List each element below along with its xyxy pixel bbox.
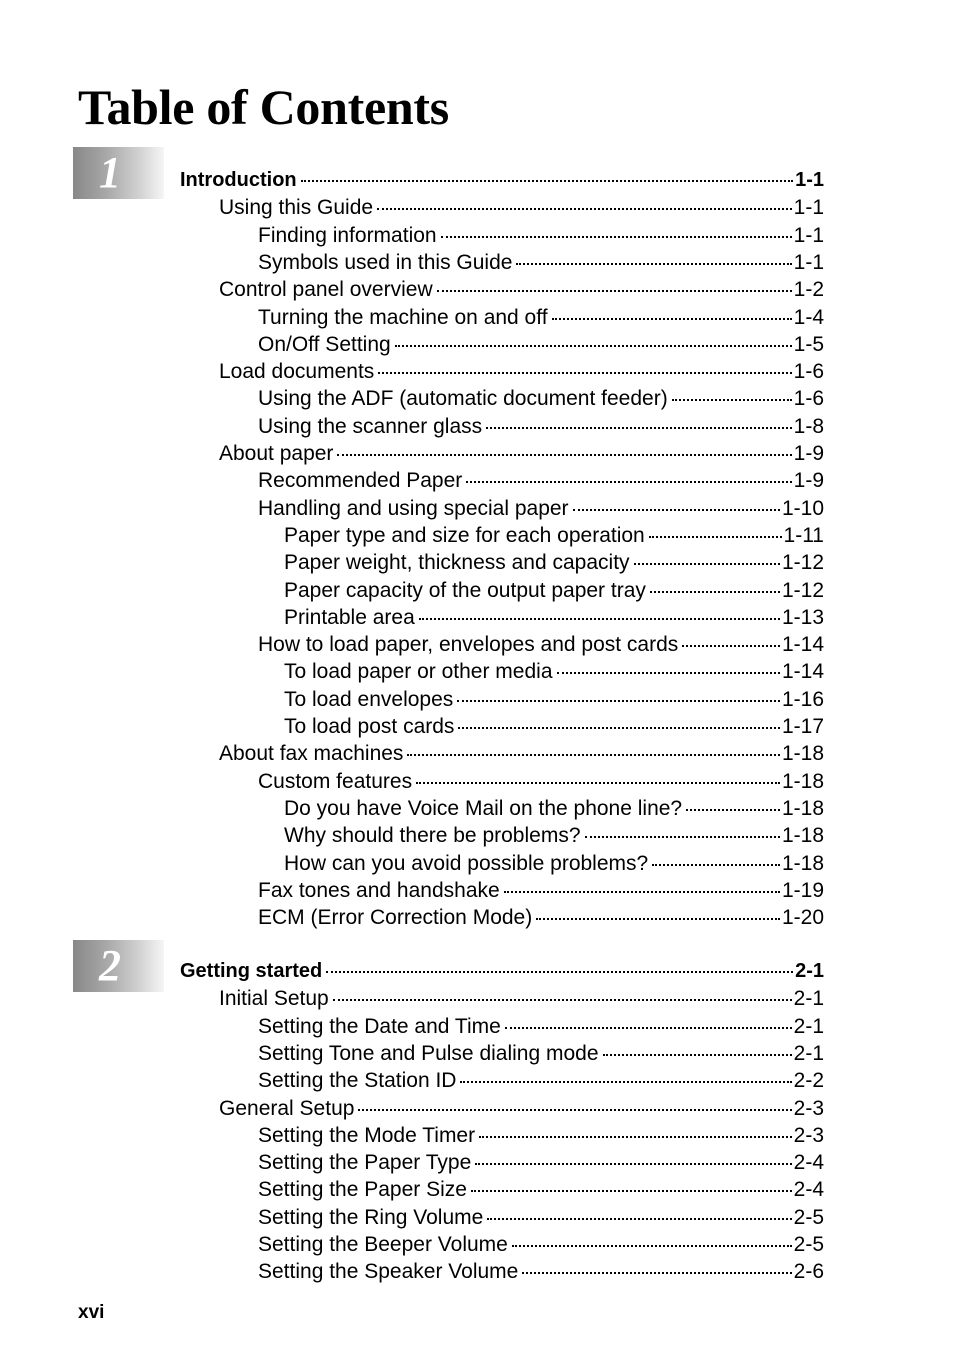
page-number: xvi xyxy=(78,1302,105,1323)
toc-entry-title: Paper capacity of the output paper tray xyxy=(284,578,646,602)
toc-entry-page: 1-11 xyxy=(783,523,824,547)
dot-leader xyxy=(682,644,780,647)
toc-entry[interactable] xyxy=(258,904,824,931)
toc-entry-page: 1-4 xyxy=(793,305,824,329)
toc-entry[interactable] xyxy=(284,686,824,713)
dot-leader xyxy=(460,1080,791,1083)
dot-leader xyxy=(649,535,782,538)
toc-entry-title: Setting the Beeper Volume xyxy=(258,1233,508,1256)
dot-leader xyxy=(333,998,792,1001)
toc-entry-page: 2-6 xyxy=(793,1260,824,1284)
dot-leader xyxy=(479,1135,792,1138)
toc-entry-page: 2-4 xyxy=(793,1151,824,1175)
toc-entry[interactable] xyxy=(258,249,824,276)
toc-entry-page: 1-18 xyxy=(781,851,824,875)
toc-entry-page: 1-18 xyxy=(781,824,824,848)
dot-leader xyxy=(326,970,793,973)
toc-entry-page: 1-9 xyxy=(793,442,824,465)
toc-entry[interactable] xyxy=(219,740,824,767)
toc-entry-title: Load documents xyxy=(219,360,375,384)
toc-entry-page: 2-3 xyxy=(793,1123,824,1147)
toc-entry-title: To load paper or other media xyxy=(284,660,553,684)
toc-entry-page: 1-6 xyxy=(793,360,824,384)
toc-entry-title: To load post cards xyxy=(284,715,455,738)
toc-entry[interactable] xyxy=(219,276,824,303)
chapter-number: 2 xyxy=(99,941,121,990)
toc-entry-title: Using this Guide xyxy=(219,196,374,220)
toc-entry-page: 1-17 xyxy=(781,715,824,738)
chapter-tab-1 xyxy=(73,147,164,199)
toc-entry-title: Setting Tone and Pulse dialing mode xyxy=(258,1041,599,1065)
toc-entry-title: General Setup xyxy=(219,1096,355,1120)
dot-leader xyxy=(573,508,780,511)
toc-entry-title: Paper weight, thickness and capacity xyxy=(284,551,630,575)
toc-entry-page: 1-18 xyxy=(781,796,824,820)
toc-entry-title: Setting the Paper Type xyxy=(258,1151,472,1175)
dot-leader xyxy=(512,1244,792,1247)
dot-leader xyxy=(486,426,792,429)
toc-entry-page: 1-18 xyxy=(781,742,824,766)
dot-leader xyxy=(672,398,792,401)
toc-entry[interactable] xyxy=(258,1149,824,1176)
toc-entry[interactable] xyxy=(258,495,824,522)
dot-leader xyxy=(652,863,780,866)
chapter-number: 1 xyxy=(99,148,121,197)
toc-entry-title: Setting the Date and Time xyxy=(258,1014,501,1038)
toc-entry-page: 1-2 xyxy=(793,278,824,302)
dot-leader xyxy=(504,890,780,893)
toc-entry-title: How to load paper, envelopes and post cards xyxy=(258,633,679,657)
toc-entry-title: About fax machines xyxy=(219,742,404,766)
toc-entry-title: Paper type and size for each operation xyxy=(284,523,645,547)
dot-leader xyxy=(377,207,792,210)
toc-entry[interactable] xyxy=(284,577,824,604)
toc-entry-title: Control panel overview xyxy=(219,278,433,302)
dot-leader xyxy=(585,835,780,838)
toc-entry-page: 1-1 xyxy=(793,196,824,220)
toc-entry[interactable] xyxy=(258,1122,824,1149)
toc-entry[interactable] xyxy=(258,413,824,440)
toc-entry-page: 1-13 xyxy=(781,605,824,629)
dot-leader xyxy=(471,1189,792,1192)
dot-leader xyxy=(337,453,791,456)
toc-entry-title: Initial Setup xyxy=(219,987,329,1011)
dot-leader xyxy=(522,1271,791,1274)
toc-entry[interactable] xyxy=(284,522,824,549)
toc-entry[interactable] xyxy=(258,1204,824,1231)
dot-leader xyxy=(686,808,780,811)
toc-entry[interactable] xyxy=(284,658,824,685)
dot-leader xyxy=(557,671,780,674)
dot-leader xyxy=(457,699,780,702)
toc-entry-page: 1-14 xyxy=(781,633,824,657)
chapter-tab-2 xyxy=(73,940,164,992)
toc-entry[interactable] xyxy=(219,1095,824,1122)
dot-leader xyxy=(516,262,791,265)
toc-entry-title: Introduction xyxy=(180,169,297,191)
toc-entry-title: ECM (Error Correction Mode) xyxy=(258,906,533,930)
dot-leader xyxy=(437,289,792,292)
toc-entry-page: 1-16 xyxy=(781,687,824,711)
dot-leader xyxy=(552,317,792,320)
toc-entry-title: Getting started xyxy=(180,960,323,982)
toc-entry[interactable] xyxy=(258,385,824,412)
toc-entry-title: Fax tones and handshake xyxy=(258,878,500,902)
dot-leader xyxy=(487,1217,791,1220)
dot-leader xyxy=(475,1162,791,1165)
toc-entry-title: Setting the Mode Timer xyxy=(258,1123,476,1147)
toc-entry-page: 2-5 xyxy=(793,1233,824,1256)
toc-entry[interactable] xyxy=(258,1231,824,1258)
toc-entry-page: 1-8 xyxy=(793,414,824,438)
dot-leader xyxy=(395,344,792,347)
toc-entry-title: Symbols used in this Guide xyxy=(258,250,513,274)
dot-leader xyxy=(358,1108,791,1111)
toc-entry-title: Custom features xyxy=(258,769,413,793)
toc-entry-title: Do you have Voice Mail on the phone line? xyxy=(284,796,683,820)
toc-entry-title: Setting the Speaker Volume xyxy=(258,1260,519,1284)
toc-entry[interactable] xyxy=(284,713,824,740)
toc-entry-page: 1-19 xyxy=(781,878,824,902)
toc-entry-title: Turning the machine on and off xyxy=(258,305,548,329)
toc-entry[interactable] xyxy=(219,440,824,467)
toc-entry[interactable] xyxy=(258,1040,824,1067)
dot-leader xyxy=(407,753,780,756)
dot-leader xyxy=(441,235,792,238)
toc-entry[interactable] xyxy=(258,768,824,795)
toc-chapter-heading[interactable] xyxy=(180,958,824,985)
toc-entry[interactable] xyxy=(258,1258,824,1285)
toc-entry[interactable] xyxy=(219,358,824,385)
toc-entry[interactable] xyxy=(258,304,824,331)
toc-entry-title: Why should there be problems? xyxy=(284,824,581,848)
toc-entry-page: 2-1 xyxy=(793,987,824,1011)
toc-entry[interactable] xyxy=(284,850,824,877)
dot-leader xyxy=(466,480,791,483)
toc-entry[interactable] xyxy=(258,1067,824,1094)
dot-leader xyxy=(634,562,780,565)
toc-entry[interactable] xyxy=(258,877,824,904)
toc-entry-title: Using the ADF (automatic document feeder) xyxy=(258,387,668,411)
toc-entry-page: 2-1 xyxy=(793,1014,824,1038)
dot-leader xyxy=(505,1026,792,1029)
toc-entry-title: Setting the Station ID xyxy=(258,1069,457,1093)
toc-entry-page: 2-1 xyxy=(795,960,824,982)
toc-entry[interactable] xyxy=(284,795,824,822)
toc-entry[interactable] xyxy=(258,1013,824,1040)
dot-leader xyxy=(419,617,780,620)
toc-entry[interactable] xyxy=(258,222,824,249)
toc-entry-title: Setting the Paper Size xyxy=(258,1178,467,1202)
toc-entry-page: 1-1 xyxy=(795,169,824,191)
toc-entry-title: Handling and using special paper xyxy=(258,496,569,520)
toc-entry-title: Printable area xyxy=(284,605,415,629)
toc-entry[interactable] xyxy=(284,604,824,631)
toc-entry-title: On/Off Setting xyxy=(258,332,391,356)
toc-entry-title: Using the scanner glass xyxy=(258,414,483,438)
toc-entry-page: 1-10 xyxy=(781,496,824,520)
toc-entry-title: Recommended Paper xyxy=(258,469,463,493)
dot-leader xyxy=(650,590,780,593)
toc-entry-page: 1-14 xyxy=(781,660,824,684)
toc-entry-title: How can you avoid possible problems? xyxy=(284,851,649,875)
toc-entry[interactable] xyxy=(219,194,824,221)
toc-entry-page: 1-12 xyxy=(781,551,824,575)
toc-entry-title: Setting the Ring Volume xyxy=(258,1205,484,1229)
toc-entry[interactable] xyxy=(284,822,824,849)
toc-entry-page: 2-1 xyxy=(793,1041,824,1065)
toc-entry-page: 1-20 xyxy=(781,906,824,930)
dot-leader xyxy=(458,726,780,729)
dot-leader xyxy=(301,179,793,182)
toc-entry[interactable] xyxy=(258,631,824,658)
dot-leader xyxy=(536,917,780,920)
toc-entry-title: To load envelopes xyxy=(284,687,454,711)
toc-entry[interactable] xyxy=(258,467,824,494)
dot-leader xyxy=(416,781,780,784)
toc-entry-page: 1-5 xyxy=(793,332,824,356)
toc-chapter-heading[interactable] xyxy=(180,167,824,194)
toc-entry[interactable] xyxy=(219,985,824,1012)
toc-entry-page: 1-18 xyxy=(781,769,824,793)
toc-entry-page: 2-3 xyxy=(793,1096,824,1120)
dot-leader xyxy=(603,1053,792,1056)
toc-entry-page: 2-4 xyxy=(793,1178,824,1202)
toc-entry-page: 1-6 xyxy=(793,387,824,411)
toc-entry-page: 1-12 xyxy=(781,578,824,602)
toc-entry[interactable] xyxy=(258,331,824,358)
toc-entry-page: 2-2 xyxy=(793,1069,824,1093)
toc-entry-page: 1-9 xyxy=(793,469,824,493)
toc-entry-title: Finding information xyxy=(258,223,437,247)
page-title: Table of Contents xyxy=(78,79,449,135)
toc-entry-page: 1-1 xyxy=(793,223,824,247)
toc-entry[interactable] xyxy=(258,1176,824,1203)
dot-leader xyxy=(378,371,791,374)
toc-entry-page: 1-1 xyxy=(793,250,824,274)
toc-entry-title: About paper xyxy=(219,442,334,465)
toc-entry-page: 2-5 xyxy=(793,1205,824,1229)
toc-entry[interactable] xyxy=(284,549,824,576)
